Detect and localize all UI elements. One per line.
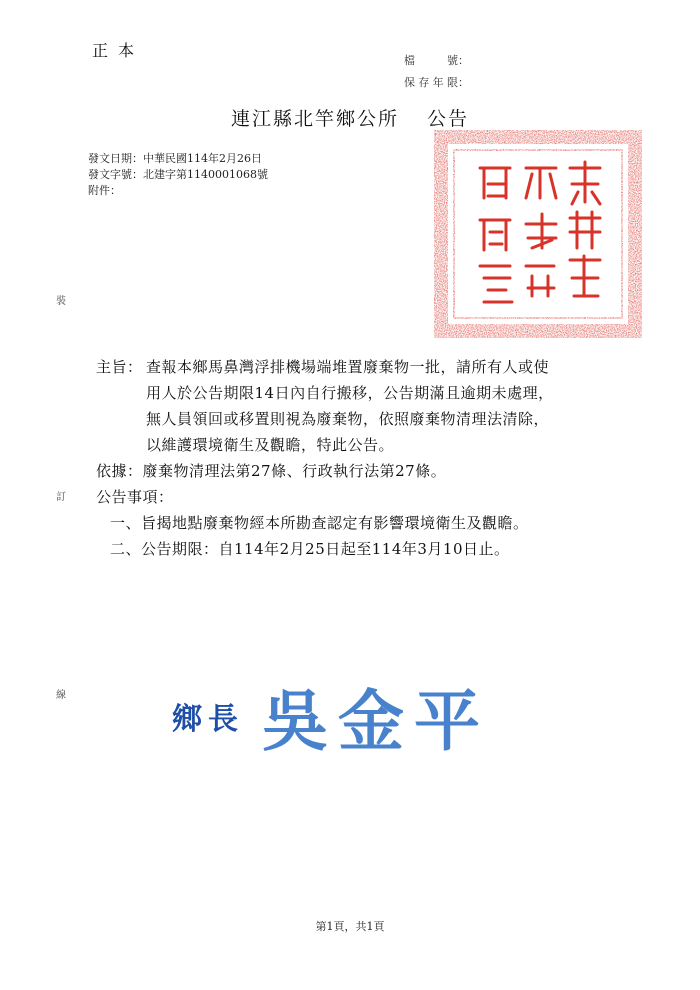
subject-line-3: 無人員領回或移置則視為廢棄物，依照廢棄物清理法清除， [146,410,550,428]
page-number: 第1頁，共1頁 [315,920,385,933]
retention-period-field: 保存年限： [404,76,469,89]
signature-title: 鄉長 [172,702,244,737]
document-number-value: 北建字第1140001068號 [143,168,268,181]
notice-items-label: 公告事項： [96,488,174,506]
subject-line-1: 查報本鄉馬鼻灣浮排機場端堆置廢棄物一批，請所有人或使 [146,358,550,376]
attachment-field: 附件： [88,184,121,197]
document-number-field: 發文字號：北建字第1140001068號 [88,168,268,181]
doc-type: 公告 [427,108,470,130]
notice-item-1: 一、旨揭地點廢棄物經本所勘查認定有影響環境衛生及觀瞻。 [110,514,529,532]
basis-label: 依據： [96,462,143,480]
notice-item-2: 二、公告期限：自114年2月25日起至114年3月10日止。 [110,540,510,558]
issue-date-value: 中華民國114年2月26日 [143,152,262,165]
binding-mark-3: 線 [56,690,66,701]
basis-section [96,458,446,484]
retention-period-label: 保存年限 [404,76,458,89]
agency-name: 連江縣北竿鄉公所 [230,108,399,130]
binding-mark-1: 裝 [56,296,66,307]
attachment-label: 附件 [88,184,110,197]
basis-text: 廢棄物清理法第27條、行政執行法第27條。 [142,462,447,480]
archive-number-label: 檔號 [404,54,458,67]
document-title [0,104,700,131]
subject-section [96,354,616,458]
subject-line-4: 以維護環境衛生及觀瞻，特此公告。 [146,436,395,454]
binding-mark-2: 訂 [56,492,66,503]
issue-date-label: 發文日期 [88,152,132,165]
archive-number-field: 檔號： [404,54,469,67]
subject-label: 主旨： [96,358,143,376]
document-number-label: 發文字號 [88,168,132,181]
subject-line-2: 用人於公告期限14日內自行搬移，公告期滿且逾期未處理， [146,384,554,402]
official-seal [432,128,644,340]
copy-mark: 正本 [92,41,145,60]
signature-name-stamp: 吳金平 [262,682,490,760]
issue-date-field: 發文日期：中華民國114年2月26日 [88,152,262,165]
